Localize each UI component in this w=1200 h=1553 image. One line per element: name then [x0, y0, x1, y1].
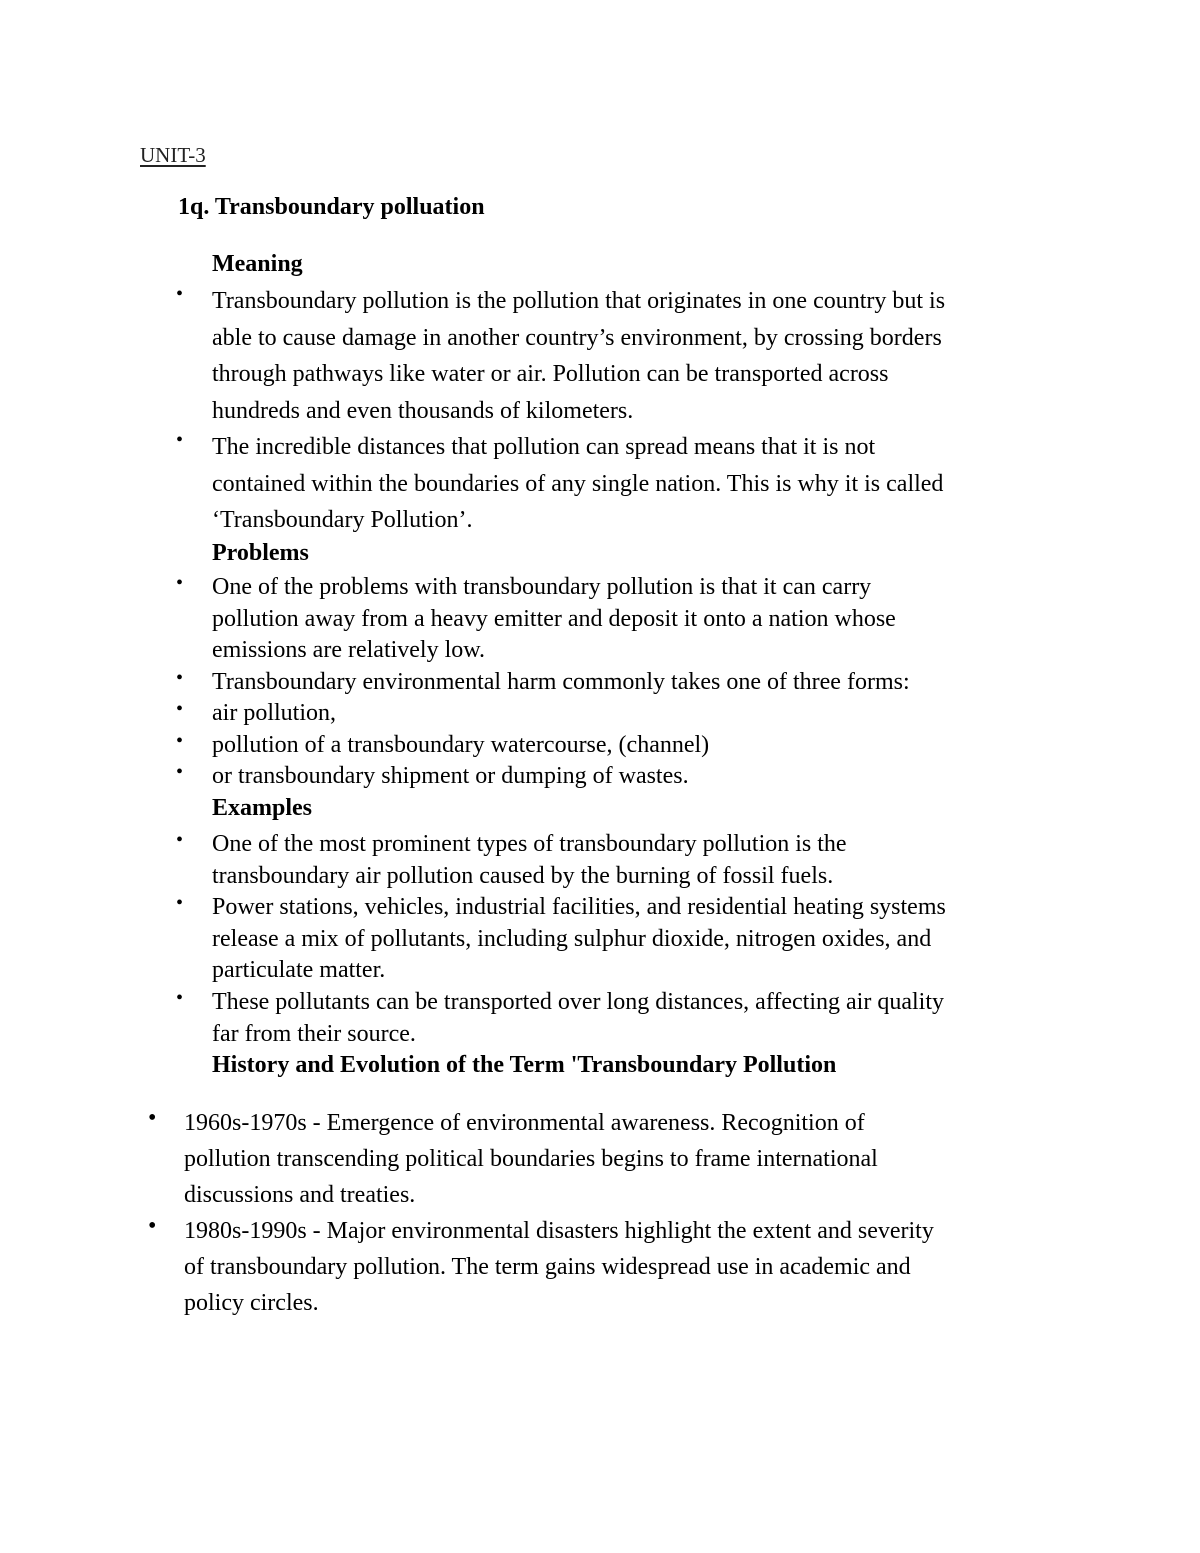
text-line: able to cause damage in another country’s environment, by crossing borders: [212, 324, 942, 351]
history-item-1: [148, 1105, 1064, 1213]
meaning-heading: Meaning: [212, 251, 303, 277]
text-line: One of the problems with transboundary pollution is that it can carry: [212, 574, 872, 600]
text-line: pollution transcending political boundaries begins to frame international: [184, 1146, 878, 1172]
text-line: Transboundary pollution is the pollution that originates in one country but is: [212, 288, 946, 314]
text-line: pollution of a transboundary watercourse, (channel): [212, 732, 710, 758]
text-line: through pathways like water or air. Pollution can be transported across: [212, 361, 889, 387]
problems-item-4: [176, 730, 1072, 762]
examples-item-1: [176, 829, 1072, 892]
meaning-item-1: [176, 283, 1072, 429]
text-line: contained within the boundaries of any single nation. This is why it is called: [212, 470, 944, 497]
bullet-icon: •: [176, 892, 184, 914]
history-heading: History and Evolution of the Term 'Transboundary Pollution: [212, 1052, 837, 1078]
text-line: Power stations, vehicles, industrial facilities, and residential heating systems: [212, 894, 946, 920]
unit-label: UNIT-3: [140, 143, 206, 167]
text-line: transboundary air pollution caused by the burning of fossil fuels.: [212, 862, 834, 889]
text-line: particulate matter.: [212, 957, 386, 983]
text-line: or transboundary shipment or dumping of wastes.: [212, 763, 689, 789]
text-line: 1980s-1990s - Major environmental disasters highlight the extent and severity: [184, 1218, 934, 1244]
text-line: pollution away from a heavy emitter and deposit it onto a nation whose: [212, 605, 896, 632]
problems-item-5: [176, 761, 1072, 793]
problems-item-3: [176, 698, 1072, 730]
text-line: hundreds and even thousands of kilometers.: [212, 397, 634, 424]
examples-item-3: [176, 987, 1072, 1050]
text-line: release a mix of pollutants, including sulphur dioxide, nitrogen oxides, and: [212, 925, 932, 952]
text-line: These pollutants can be transported over long distances, affecting air quality: [212, 989, 944, 1015]
question-title: 1q. Transboundary polluation: [178, 194, 485, 220]
bullet-icon: •: [176, 730, 184, 752]
text-line: of transboundary pollution. The term gains widespread use in academic and: [184, 1254, 911, 1280]
text-line: far from their source.: [212, 1020, 416, 1047]
text-line: policy circles.: [184, 1290, 319, 1316]
bullet-icon: •: [176, 698, 184, 720]
meaning-item-2: [176, 429, 1072, 539]
problems-heading: Problems: [212, 540, 309, 566]
bullet-icon: •: [176, 667, 184, 689]
bullet-icon: •: [176, 761, 184, 783]
examples-item-2: [176, 892, 1072, 987]
bullet-icon: •: [176, 429, 184, 451]
text-line: air pollution,: [212, 700, 336, 726]
bullet-icon: •: [148, 1213, 157, 1239]
examples-heading: Examples: [212, 795, 313, 821]
text-line: 1960s-1970s - Emergence of environmental awareness. Recognition of: [184, 1110, 865, 1136]
problems-item-1: [176, 572, 1072, 667]
text-line: The incredible distances that pollution can spread means that it is not: [212, 434, 876, 460]
bullet-icon: •: [176, 829, 184, 851]
bullet-icon: •: [176, 987, 184, 1009]
text-line: Transboundary environmental harm commonly takes one of three forms:: [212, 669, 910, 695]
text-line: discussions and treaties.: [184, 1182, 416, 1208]
text-line: ‘Transboundary Pollution’.: [212, 507, 473, 533]
bullet-icon: •: [176, 572, 184, 594]
bullet-icon: •: [176, 283, 184, 305]
problems-item-2: [176, 667, 1072, 699]
bullet-icon: •: [148, 1105, 157, 1131]
text-line: emissions are relatively low.: [212, 637, 486, 663]
history-item-2: [148, 1213, 1064, 1321]
text-line: One of the most prominent types of transboundary pollution is the: [212, 831, 847, 857]
